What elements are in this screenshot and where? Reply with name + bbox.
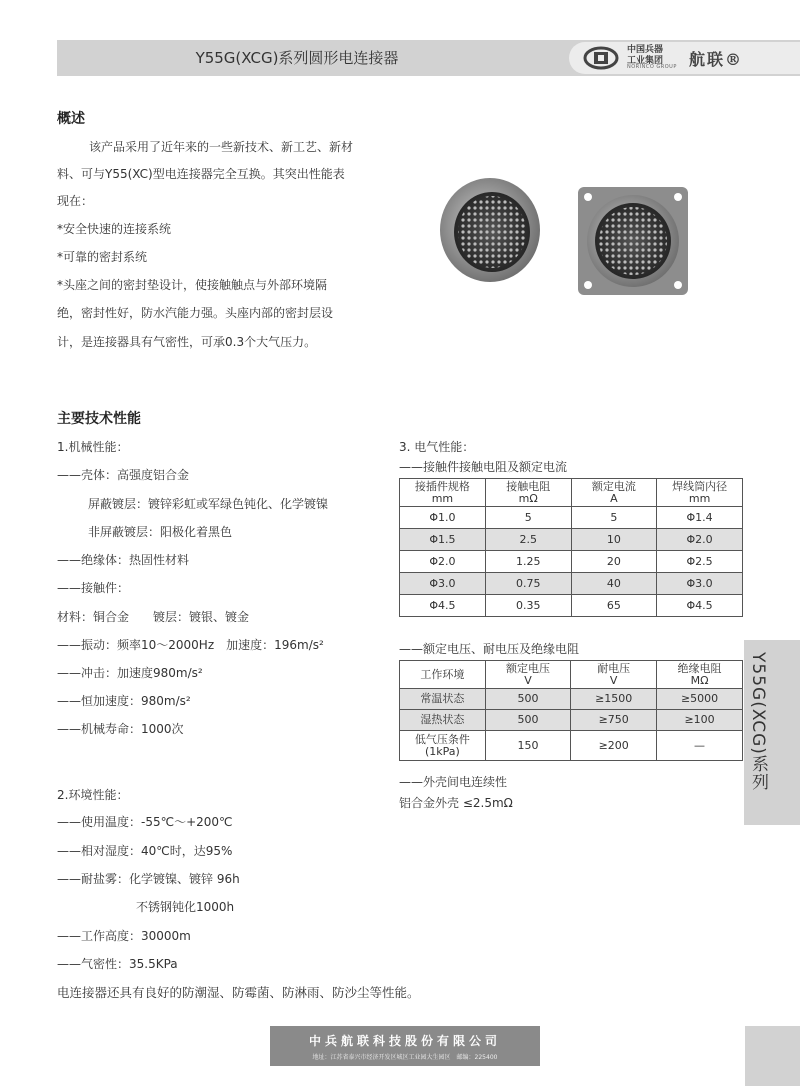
- table-header-cell: 耐电压 V: [571, 661, 657, 689]
- table-cell: 150: [485, 731, 570, 761]
- table2-caption: ——额定电压、耐电压及绝缘电阻: [399, 642, 580, 656]
- overview-line: 计，是连接器具有气密性，可承0.3个大气压力。: [57, 335, 317, 349]
- table-cell: 0.35: [485, 595, 571, 617]
- table-cell: 10: [571, 529, 657, 551]
- table-cell: 0.75: [485, 573, 571, 595]
- main-performance-heading: 主要技术性能: [57, 411, 141, 427]
- table-cell: Φ1.5: [400, 529, 486, 551]
- table1-caption: ——接触件接触电阻及额定电流: [399, 460, 568, 474]
- page-header: [57, 40, 800, 76]
- mechanical-line: ——机械寿命：1000次: [57, 722, 184, 736]
- overview-line: 该产品采用了近年来的一些新技术、新工艺、新材: [89, 140, 354, 154]
- norinco-logo-icon: [583, 46, 619, 70]
- table-row: [400, 529, 743, 551]
- overview-line: *可靠的密封系统: [57, 250, 148, 264]
- overview-heading: 概述: [57, 111, 85, 127]
- voltage-insulation-table: [399, 660, 743, 761]
- series-side-text: Y55G(XCG)系列: [748, 652, 768, 791]
- footer: [270, 1026, 540, 1066]
- table-cell: Φ3.0: [657, 573, 743, 595]
- table-cell: 5: [571, 507, 657, 529]
- table-header-cell: 工作环境: [400, 661, 486, 689]
- overview-line: 绝，密封性好，防水汽能力强。头座内部的密封层设: [57, 306, 334, 320]
- table-cell: 500: [485, 689, 570, 710]
- electrical-title: 3. 电气性能：: [399, 440, 475, 454]
- table-cell: 湿热状态: [400, 710, 486, 731]
- table-cell: Φ2.5: [657, 551, 743, 573]
- table-cell: ≥5000: [657, 689, 743, 710]
- table-cell: Φ4.5: [657, 595, 743, 617]
- footer-side-bar: [745, 1026, 800, 1086]
- footer-company-name: 中兵航联科技股份有限公司: [308, 1034, 501, 1048]
- mechanical-title: 1.机械性能：: [57, 440, 129, 454]
- table-row: [400, 710, 743, 731]
- overview-line: 现在：: [57, 194, 94, 208]
- mechanical-line: ——冲击：加速度980m/s²: [57, 666, 203, 680]
- environment-line: ——相对湿度：40℃时，达95%: [57, 844, 233, 858]
- table-cell: ≥200: [571, 731, 657, 761]
- logo-cn-line2: 工业集团: [627, 56, 664, 66]
- overview-line: *头座之间的密封垫设计，使接触触点与外部环境隔: [57, 278, 328, 292]
- series-side-tab: [744, 640, 800, 825]
- logo-en-text: NORINCO GROUP: [627, 64, 677, 70]
- page-title: Y55G(XCG)系列圆形电连接器: [195, 49, 399, 67]
- mechanical-line: 屏蔽镀层：镀锌彩虹或军绿色钝化、化学镀镍: [88, 497, 329, 511]
- table-header-row: [400, 661, 743, 689]
- environment-line: ——使用温度：-55℃～+200℃: [57, 815, 233, 829]
- table-cell: 40: [571, 573, 657, 595]
- table-header-cell: 额定电压 V: [485, 661, 570, 689]
- table-row: [400, 573, 743, 595]
- table-cell: ≥1500: [571, 689, 657, 710]
- environment-line: ——耐盐雾：化学镀镍、镀锌 96h: [57, 872, 240, 886]
- table-cell: Φ1.4: [657, 507, 743, 529]
- contact-resistance-table: [399, 478, 743, 617]
- logo-brand-text: 航联®: [689, 50, 744, 69]
- table-header-cell: 接触电阻 mΩ: [485, 479, 571, 507]
- table-row: [400, 689, 743, 710]
- continuity-value: 铝合金外壳 ≤2.5mΩ: [399, 796, 513, 810]
- table-row: [400, 731, 743, 761]
- table-cell: 1.25: [485, 551, 571, 573]
- environment-line: 不锈钢钝化1000h: [136, 900, 235, 914]
- table-cell: Φ1.0: [400, 507, 486, 529]
- mechanical-line: 非屏蔽镀层：阳极化着黑色: [88, 525, 233, 539]
- table-cell: Φ4.5: [400, 595, 486, 617]
- environment-line: ——工作高度：30000m: [57, 929, 191, 943]
- table-header-row: [400, 479, 743, 507]
- environment-line: ——气密性：35.5KPa: [57, 957, 178, 971]
- mechanical-line: ——绝缘体：热固性材料: [57, 553, 190, 567]
- table-header-cell: 绝缘电阻 MΩ: [657, 661, 743, 689]
- table-header-cell: 额定电流 A: [571, 479, 657, 507]
- logo-cn-line1: 中国兵器: [627, 45, 664, 55]
- table-row: [400, 507, 743, 529]
- table-cell: 2.5: [485, 529, 571, 551]
- table-cell: ≥750: [571, 710, 657, 731]
- footer-address: 地址：江苏省泰兴市经济开发区城区工业园大生园区 邮编：225400: [312, 1054, 498, 1061]
- connector-product-image: [430, 175, 700, 305]
- environment-closing: 电连接器还具有良好的防潮湿、防霉菌、防淋雨、防沙尘等性能。: [57, 985, 420, 1000]
- continuity-title: ——外壳间电连续性: [399, 775, 508, 789]
- company-logo: [569, 42, 800, 74]
- table-cell: Φ2.0: [400, 551, 486, 573]
- table-row: [400, 551, 743, 573]
- table-cell: 20: [571, 551, 657, 573]
- mechanical-line: ——振动：频率10～2000Hz 加速度：196m/s²: [57, 638, 324, 652]
- table-header-cell: 接插件规格 mm: [400, 479, 486, 507]
- table-cell: 低气压条件 (1kPa): [400, 731, 486, 761]
- table-header-cell: 焊线筒内径 mm: [657, 479, 743, 507]
- table-cell: ≥100: [657, 710, 743, 731]
- table-cell: —: [657, 731, 743, 761]
- table-cell: 常温状态: [400, 689, 486, 710]
- table-cell: 65: [571, 595, 657, 617]
- table-row: [400, 595, 743, 617]
- mechanical-line: 材料：铜合金 镀层：镀银、镀金: [57, 610, 250, 624]
- mechanical-line: ——壳体：高强度铝合金: [57, 468, 190, 482]
- table-cell: 500: [485, 710, 570, 731]
- table-cell: Φ2.0: [657, 529, 743, 551]
- table-cell: 5: [485, 507, 571, 529]
- mechanical-line: ——恒加速度：980m/s²: [57, 694, 191, 708]
- environment-title: 2.环境性能：: [57, 788, 129, 802]
- overview-line: *安全快速的连接系统: [57, 222, 172, 236]
- mechanical-line: ——接触件：: [57, 581, 130, 595]
- overview-line: 料、可与Y55(XC)型电连接器完全互换。其突出性能表: [57, 167, 345, 181]
- table-cell: Φ3.0: [400, 573, 486, 595]
